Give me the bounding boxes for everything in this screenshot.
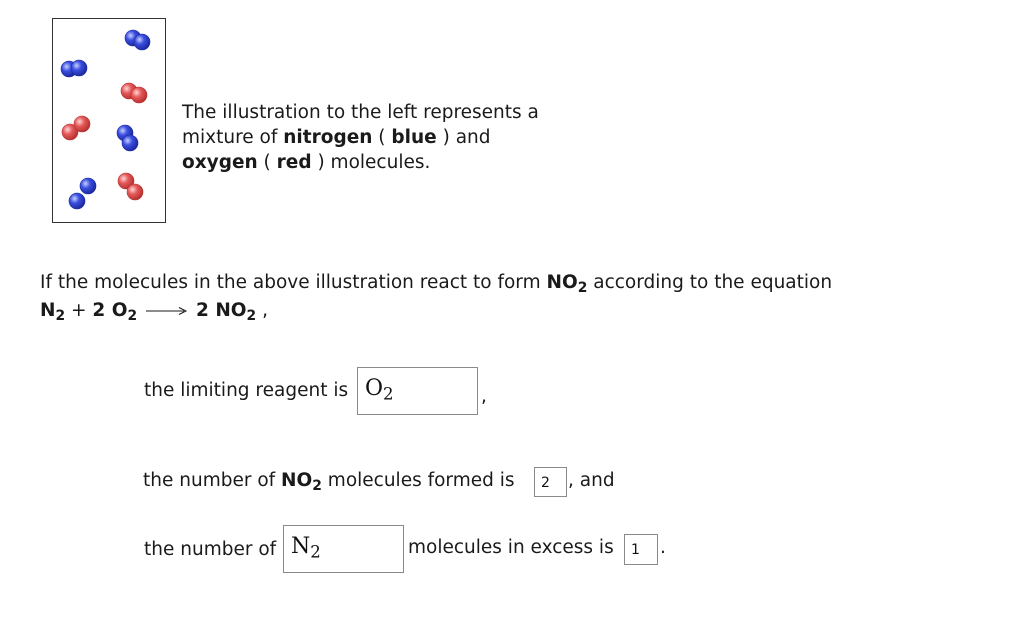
nitrogen-molecule bbox=[117, 125, 138, 151]
nitrogen-molecule bbox=[69, 178, 96, 209]
description-text: mixture of bbox=[182, 127, 284, 148]
reactant-n2: $N_2$ bbox=[40, 300, 66, 324]
limiting-reagent-comma: , bbox=[481, 386, 487, 407]
description-text: ) molecules. bbox=[311, 152, 431, 173]
product-no2: 2 $NO_2$ bbox=[196, 300, 257, 324]
nitrogen-term: nitrogen bbox=[283, 127, 373, 148]
equation-tail: , bbox=[256, 300, 268, 321]
question-text: If the molecules in the above illustration react to form bbox=[40, 272, 547, 293]
limiting-reagent-label: the limiting reagent is bbox=[144, 380, 349, 401]
excess-reagent-label: the number of bbox=[144, 539, 277, 560]
description-line-1: The illustration to the left represents a bbox=[182, 102, 539, 123]
reactant-o2: 2 $O_2$ bbox=[92, 300, 138, 324]
molecule-illustration bbox=[52, 18, 166, 223]
reaction-arrow-icon bbox=[146, 306, 188, 316]
excess-molecules-label: molecules in excess is bbox=[408, 537, 614, 558]
illustration-description bbox=[182, 100, 539, 175]
molecule-drawing bbox=[53, 19, 167, 224]
excess-reagent-input[interactable]: $N_2$ bbox=[283, 525, 404, 573]
excess-period: . bbox=[660, 537, 666, 558]
oxygen-molecule bbox=[121, 83, 147, 103]
nitrogen-molecule bbox=[125, 30, 150, 50]
blue-term: blue bbox=[391, 127, 437, 148]
red-term: red bbox=[276, 152, 312, 173]
excess-count-input[interactable]: 1 bbox=[624, 534, 658, 565]
molecules-formed-suffix: , and bbox=[568, 470, 615, 491]
description-text: ( bbox=[372, 127, 392, 148]
question-text: according to the equation bbox=[587, 272, 833, 293]
oxygen-molecule bbox=[118, 173, 143, 200]
limiting-reagent-input[interactable]: $O_2$ bbox=[357, 367, 478, 415]
molecules-formed-label: the number of $NO_2$ molecules formed is bbox=[143, 470, 515, 494]
molecules-formed-input[interactable]: 2 bbox=[534, 467, 567, 497]
chemical-equation bbox=[40, 300, 268, 324]
description-text: ) and bbox=[436, 127, 491, 148]
description-text: ( bbox=[257, 152, 277, 173]
plus-sign: + bbox=[65, 300, 93, 321]
question-intro bbox=[40, 268, 832, 303]
oxygen-term: oxygen bbox=[182, 152, 258, 173]
nitrogen-molecule bbox=[61, 60, 87, 77]
oxygen-molecule bbox=[62, 116, 90, 140]
no2-formula: $NO_2$ bbox=[546, 272, 588, 296]
